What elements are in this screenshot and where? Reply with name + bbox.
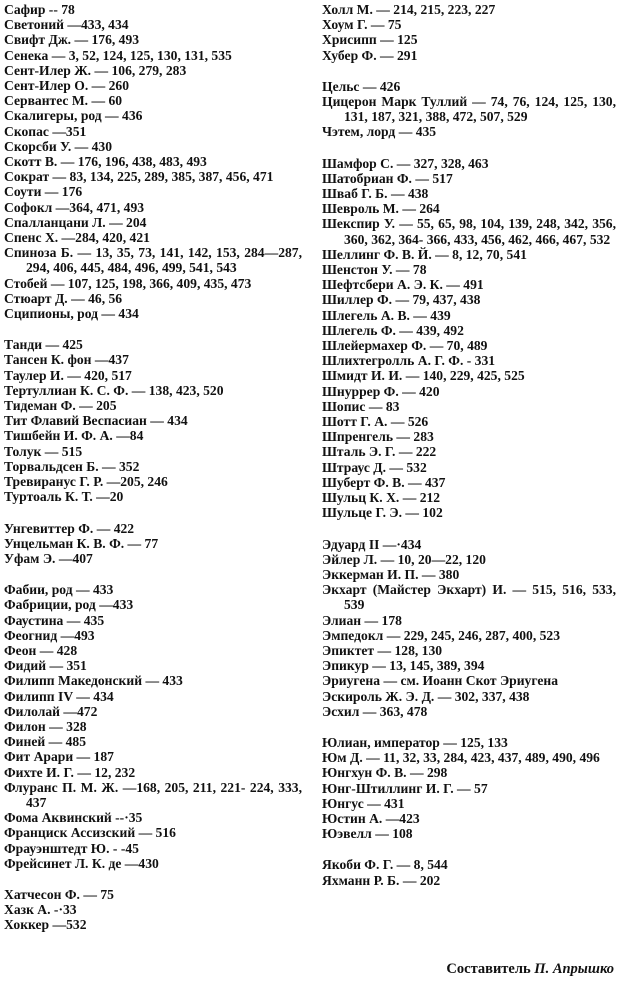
index-entry: Эйлер Л. — 10, 20—22, 120 [322,551,486,567]
index-entry: Шульц К. Х. — 212 [322,490,441,506]
index-entry: Юнгус — 431 [322,795,405,811]
index-entry: Сервантес М. — 60 [4,93,123,109]
index-entry: Шлихтегролль А. Г. Ф. - 331 [322,353,496,369]
index-entry: Шатобриан Ф. — 517 [322,170,453,186]
index-entry: Чэтем, лорд — 435 [322,124,437,140]
index-entry: Светоний —433, 434 [4,17,129,33]
letter-group-gap [4,505,302,521]
index-entry: Спиноза Б. — 13, 35, 73, 141, 142, 153, 284—287, 294, 406, 445, 484, 496, 499, 541, 543 [4,245,302,276]
index-column-left [4,2,302,933]
letter-group-gap [4,566,302,582]
index-entry: Фидий — 351 [4,658,87,674]
index-entry: Юм Д. — 11, 32, 33, 284, 423, 437, 489, 490, 496 [322,750,600,766]
index-entry: Юнг-Штиллинг И. Г. — 57 [322,780,488,796]
index-entry: Шуберт Ф. В. — 437 [322,474,446,490]
index-entry: Фихте И. Г. — 12, 232 [4,764,136,780]
letter-group-gap [4,321,302,337]
index-entry: Шенстон У. — 78 [322,262,427,278]
index-entry: Стобей — 107, 125, 198, 366, 409, 435, 473 [4,275,252,291]
index-entry: Туртоаль К. Т. —20 [4,489,124,505]
index-entry: Шевроль М. — 264 [322,201,440,217]
letter-group-gap [322,140,616,156]
index-entry: Хубер Ф. — 291 [322,47,418,63]
index-entry: Экхарт (Майстер Экхарт) И. — 515, 516, 533, 539 [322,582,616,613]
index-entry: Уфам Э. —407 [4,550,93,566]
index-entry: Филипп IV — 434 [4,688,114,704]
index-entry: Сенека — 3, 52, 124, 125, 130, 131, 535 [4,47,232,63]
index-entry: Элиан — 178 [322,612,402,628]
index-entry: Яхманн Р. Б. — 202 [322,872,441,888]
index-entry: Шваб Г. Б. — 438 [322,186,429,202]
index-entry: Франциск Ассизский — 516 [4,825,176,841]
index-entry: Эриугена — см. Иоанн Скот Эриугена [322,673,559,689]
index-entry: Эпиктет — 128, 130 [322,642,443,658]
index-entry: Цельс — 426 [322,78,401,94]
index-entry: Тансен К. фон —437 [4,352,129,368]
compiler-name: П. Апрышко [534,961,614,977]
index-entry: Эсхил — 363, 478 [322,703,428,719]
index-entry: Шефтсбери А. Э. К. — 491 [322,277,484,293]
index-entry: Тидеман Ф. — 205 [4,398,117,414]
index-entry: Шиллер Ф. — 79, 437, 438 [322,292,481,308]
index-entry: Тертуллиан К. С. Ф. — 138, 423, 520 [4,382,224,398]
index-entry: Танди — 425 [4,337,83,353]
index-entry: Сент-Илер Ж. — 106, 279, 283 [4,62,187,78]
index-column-right [322,2,616,888]
index-entry: Эмпедокл — 229, 245, 246, 287, 400, 523 [322,627,561,643]
index-entry: Шопис — 83 [322,398,400,414]
index-entry: Хатчесон Ф. — 75 [4,886,114,902]
index-entry: Унцельман К. В. Ф. — 77 [4,535,159,551]
index-entry: Шеллинг Ф. В. Й. — 8, 12, 70, 541 [322,246,527,262]
index-entry: Шлейермахер Ф. — 70, 489 [322,338,488,354]
index-entry: Сократ — 83, 134, 225, 289, 385, 387, 456, 471 [4,169,274,185]
index-entry: Таулер И. — 420, 517 [4,367,132,383]
index-entry: Хоум Г. — 75 [322,17,402,33]
index-entry: Хоккер —532 [4,917,87,933]
index-entry: Свифт Дж. — 176, 493 [4,32,140,48]
index-entry: Спалланцани Л. — 204 [4,214,147,230]
index-entry: Скалигеры, род — 436 [4,108,143,124]
index-entry: Филипп Македонский — 433 [4,673,183,689]
index-entry: Фома Аквинский --·35 [4,810,143,826]
index-entry: Шекспир У. — 55, 65, 98, 104, 139, 248, 342, 356, 360, 362, 364- 366, 433, 456, 462, 466, 467, 532 [322,216,616,247]
index-entry: Фрауэнштедт Ю. - -45 [4,840,139,856]
index-entry: Юлиан, император — 125, 133 [322,734,508,750]
index-entry: Сент-Илер О. — 260 [4,78,129,94]
index-entry: Шульце Г. Э. — 102 [322,505,443,521]
index-entry: Торвальдсен Б. — 352 [4,458,140,474]
index-entry: Филолай —472 [4,703,98,719]
index-entry: Эдуард II —·434 [322,536,422,552]
index-entry: Шпренгель — 283 [322,429,434,445]
index-entry: Хазк А. -·33 [4,902,77,918]
index-entry: Скорсби У. — 430 [4,138,112,154]
index-entry: Унгевиттер Ф. — 422 [4,520,135,536]
index-entry: Скотт В. — 176, 196, 438, 483, 493 [4,154,207,170]
index-entry: Софокл —364, 471, 493 [4,199,145,215]
index-entry: Сципионы, род — 434 [4,306,139,322]
index-entry: Шлегель А. В. — 439 [322,307,451,323]
index-entry: Эскироль Ж. Э. Д. — 302, 337, 438 [322,688,530,704]
compiler-label: Составитель [446,961,531,977]
letter-group-gap [322,719,616,735]
index-entry: Шлегель Ф. — 439, 492 [322,322,464,338]
index-entry: Тит Флавий Веспасиан — 434 [4,413,188,429]
index-entry: Феогнид —493 [4,627,95,643]
letter-group-gap [4,871,302,887]
index-entry: Финей — 485 [4,734,86,750]
index-entry: Эпикур — 13, 145, 389, 394 [322,658,485,674]
index-entry: Шнуррер Ф. — 420 [322,383,440,399]
index-entry: Юнгхун Ф. В. — 298 [322,765,448,781]
index-entry: Цицерон Марк Туллий — 74, 76, 124, 125, 130, 131, 187, 321, 388, 472, 507, 529 [322,94,616,125]
index-entry: Соути — 176 [4,184,83,200]
index-entry: Фит Арари — 187 [4,749,114,765]
index-entry: Хрисипп — 125 [322,32,418,48]
index-entry: Флуранс П. М. Ж. —168, 205, 211, 221- 224, 333, 437 [4,779,302,810]
index-entry: Штраус Д. — 532 [322,459,427,475]
letter-group-gap [322,841,616,857]
index-entry: Тишбейн И. Ф. А. —84 [4,428,144,444]
index-entry: Толук — 515 [4,443,83,459]
letter-group-gap [322,521,616,537]
index-entry: Скопас —351 [4,123,87,139]
index-entry: Филон — 328 [4,718,87,734]
letter-group-gap [322,63,616,79]
index-entry: Фабии, род — 433 [4,582,114,598]
index-entry: Эккерман И. П. — 380 [322,566,460,582]
compiler-credit [446,962,614,977]
index-entry: Тревиранус Г. Р. —205, 246 [4,474,168,490]
index-entry: Шамфор С. — 327, 328, 463 [322,155,489,171]
index-entry: Холл М. — 214, 215, 223, 227 [322,2,496,17]
index-entry: Фрейсинет Л. К. де —430 [4,855,159,871]
index-entry: Стюарт Д. — 46, 56 [4,290,123,306]
index-entry: Якоби Ф. Г. — 8, 544 [322,857,448,873]
index-entry: Спенс Х. —284, 420, 421 [4,230,150,246]
index-entry: Юстин А. —423 [322,810,420,826]
index-entry: Сафир -- 78 [4,2,75,17]
index-entry: Фабриции, род —433 [4,597,134,613]
index-entry: Юэвелл — 108 [322,826,413,842]
index-entry: Шмидт И. И. — 140, 229, 425, 525 [322,368,525,384]
index-entry: Шотт Г. А. — 526 [322,414,429,430]
index-entry: Шталь Э. Г. — 222 [322,444,437,460]
index-entry: Феон — 428 [4,642,78,658]
index-entry: Фаустина — 435 [4,612,105,628]
